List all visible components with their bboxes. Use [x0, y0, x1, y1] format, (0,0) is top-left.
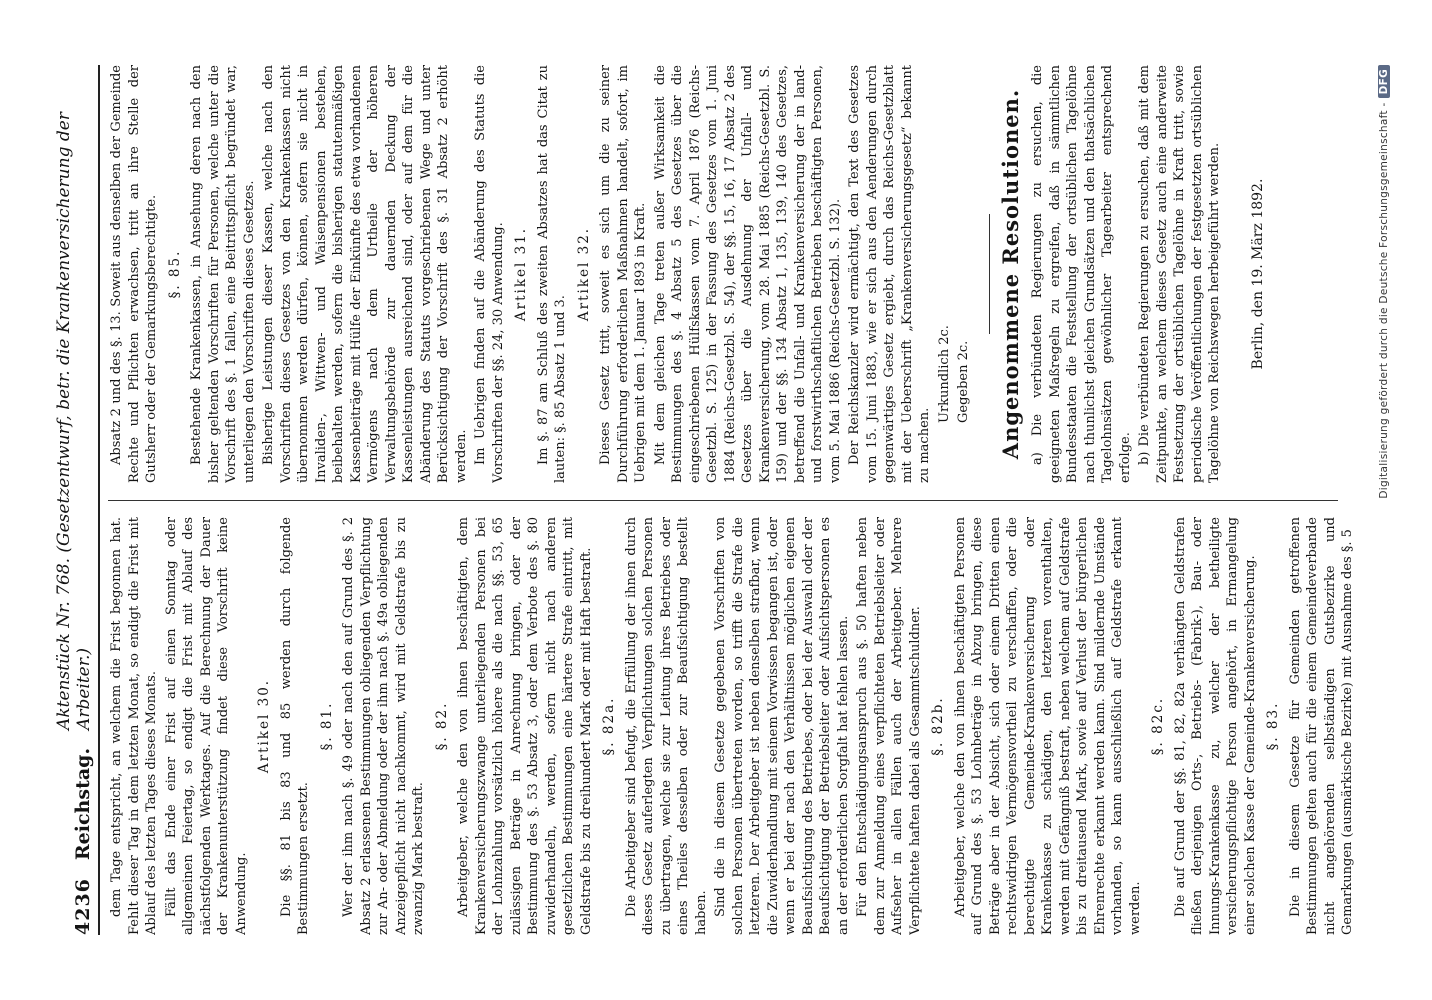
closing-formula: Gegeben 2c.	[956, 340, 971, 423]
section-heading: §. 82a.	[601, 696, 617, 756]
paragraph: Die §§. 81 bis 83 und 85 werden durch folgende Bestimmungen ersetzt.	[278, 517, 311, 935]
paragraph: Mit dem gleichen Tage treten außer Wirksamkeit die Bestimmungen des §. 4 Absatz 5 des Gesetzes über die eingeschriebenen Hülfskassen vom 7. April 1876 (Reichs-Gesetzbl. S. 125) in der Fassung des Gesetzes vom 1. Juni 1884 (Reichs-Gesetzbl. S. 54), der §§. 15, 16, 17 Absatz 2 des Gesetzes über die Ausdehnung der Unfall- und Krankenversicherung, vom 28. Mai 1885 (Reichs-Gesetzbl. S. 159) und der §§. 134 Absatz 1, 135, 139, 140 des Gesetzes, betreffend die Unfall- und Krankenversicherung der in land- und forstwirthschaftlichen Betrieben beschäftigten Personen, vom 5. Mai 1886 (Reichs-Gesetzbl. S. 132).	[652, 65, 843, 483]
paragraph: Die Arbeitgeber sind befugt, die Erfüllung der ihnen durch dieses Gesetz auferlegten Verpflichtungen solchen Personen zu übertragen, welche sie zur Leitung ihres Betriebes oder eines Theiles desselben oder zur Beaufsichtigung bestellt haben.	[623, 517, 709, 935]
section-heading: Artikel 32.	[575, 226, 592, 322]
credit-text: Digitalisierung gefördert durch die Deutsche Forschungsgemeinschaft -	[1378, 102, 1390, 499]
section-heading: §. 81.	[318, 701, 335, 751]
date-signoff: Berlin, den 19. März 1892.	[1249, 178, 1266, 370]
page-number: 4236	[72, 878, 94, 935]
paragraph: Sind die in diesem Gesetze gegebenen Vorschriften von solchen Personen übertreten worden, so trifft die Strafe die letzteren. Der Arbeitgeber ist neben denselben strafbar, wenn die Zuwiderhandlung mit seinem Vorwissen begangen ist, oder wenn er bei der nach den Verhältnissen möglichen eigenen Beaufsichtigung des Betriebes, oder bei der Auswahl oder der Beaufsichtigung der Betriebsleiter oder Aufsichtspersonen es an der erforderlichen Sorgfalt hat fehlen lassen.	[713, 517, 851, 935]
paragraph: Der Reichskanzler wird ermächtigt, den Text des Gesetzes vom 15. Juni 1883, wie er sich aus den Aenderungen durch gegenwärtiges Gesetz ergiebt, durch das Reichs-Gesetzblatt mit der Ueberschrift „Krankenversicherungsgesetz“ bekannt zu machen.	[847, 65, 932, 483]
paragraph: dem Tage entspricht, an welchem die Frist begonnen hat. Fehlt dieser Tag in dem letzten Monat, so endigt die Frist mit Ablauf des letzten Tages dieses Monats.	[109, 517, 159, 935]
paragraph: b) Die verbündeten Regierungen zu ersuchen, daß mit dem Zeitpunkte, an welchem dieses Gesetz auch eine anderweite Festsetzung der ortsüblichen Tagelöhne in Kraft tritt, sowie periodische Veröffentlichungen der festgesetzten ortsüblichen Tagelöhne von Reichswegen herbeigeführt werden.	[1137, 65, 1222, 483]
paragraph: Fällt das Ende einer Frist auf einen Sonntag oder allgemeinen Feiertag, so endigt die Frist mit Ablauf des nächstfolgenden Werktages. Auf die Berechnung der Dauer der Krankenunterstützung findet diese Vorschrift keine Anwendung.	[163, 517, 249, 935]
paragraph: Arbeitgeber, welche den von ihnen beschäftigten, dem Krankenversicherungszwange unterliegenden Personen bei der Lohnzahlung vorsätzlich höhere als die nach §§. 53, 65 zulässigen Beträge in Anrechnung bringen, oder der Bestimmung des §. 53 Absatz 3, oder dem Verbote des §. 80 zuwiderhandeln, werden, sofern nicht nach anderen gesetzlichen Bestimmungen eine härtere Strafe eintritt, mit Geldstrafe bis zu dreihundert Mark oder mit Haft bestraft.	[456, 517, 594, 935]
header-rule	[98, 65, 100, 935]
paragraph: Im §. 87 am Schluß des zweiten Absatzes hat das Citat zu lauten: §. 85 Absatz 1 und 3.	[535, 65, 568, 483]
paragraph: Dieses Gesetz tritt, soweit es sich um die zu seiner Durchführung erforderlichen Maßnahmen handelt, sofort, im Uebrigen mit dem 1. Januar 1893 in Kraft.	[598, 65, 648, 483]
paragraph: Bisherige Leistungen dieser Kassen, welche nach den Vorschriften dieses Gesetzes von den Krankenkassen nicht übernommen werden dürfen, können, sofern sie nicht in Invaliden-, Wittwen- und Waisenpensionen bestehen, beibehalten werden, sofern die bisherigen statutenmäßigen Kassenbeiträge mit Hülfe der Einkünfte des etwa vorhandenen Vermögens nach dem Urtheile der höheren Verwaltungsbehörde zur dauernden Deckung der Kassenleistungen ausreichend sind, oder auf dem für die Abänderung des Statuts vorgeschriebenen Wege und unter Berücksichtigung der Vorschrift des §. 31 Absatz 2 erhöht werden.	[261, 65, 469, 483]
paragraph: Für den Entschädigungsanspruch aus §. 50 haften neben dem zur Anmeldung eines verpflichteten Betriebsleiter oder Aufseher in allen Fällen auch der Arbeitgeber. Mehrere Verpflichtete haften dabei als Gesammtschuldner.	[855, 517, 923, 935]
paragraph: a) Die verbündeten Regierungen zu ersuchen, die geeigneten Maßregeln zu ergreifen, daß in sämmtlichen Bundesstaaten die Feststellung der ortsüblichen Tagelöhne nach thunlichst gleichen Grundsätzen und den thatsächlichen Tagelohnsätzen gewöhnlicher Tagearbeiter entsprechend erfolge.	[1030, 65, 1133, 483]
digitization-credit	[1378, 65, 1396, 935]
section-heading: Artikel 31.	[513, 226, 529, 322]
paragraph: Arbeitgeber, welche den von ihnen beschäftigten Personen auf Grund des §. 53 Lohnbeträge in Abzug bringen, diese Beträge aber in der Absicht, sich oder einem Dritten einen rechtswidrigen Vermögensvortheil zu verschaffen, oder die berechtigte Gemeinde-Krankenversicherung oder Krankenkasse zu schädigen, den letzteren vorenthalten, werden mit Gefängniß bestraft, neben welchem auf Geldstrafe bis zu dreitausend Mark, sowie auf Verlust der bürgerlichen Ehrenrechte erkannt werden kann. Sind mildernde Umstände vorhanden, so kann ausschließlich auf Geldstrafe erkannt werden.	[952, 517, 1143, 935]
paragraph: Absatz 2 und des §. 13. Soweit aus denselben der Gemeinde Rechte und Pflichten erwachsen, tritt an ihre Stelle der Gutsherr oder der Gemarkungsberechtigte.	[109, 65, 159, 483]
paragraph: Die auf Grund der §§. 81, 82, 82a verhängten Geldstrafen fließen derjenigen Orts-, Betriebs- (Fabrik-), Bau- oder Innungs-Krankenkasse zu, welcher der betheiligte versicherungspflichtige Person angehört, in Ermangelung einer solchen Kasse der Gemeinde-Krankenversicherung.	[1172, 517, 1258, 935]
section-heading: §. 83.	[1265, 701, 1281, 751]
document-title: Aktenstück Nr. 768. (Gesetzentwurf, betr. die Krankenversicherung der Arbeiter.)	[54, 112, 94, 730]
section-rule	[989, 214, 990, 334]
resolutions-heading: Angenommene Resolutionen.	[997, 88, 1023, 460]
right-text-column	[108, 65, 1368, 483]
paragraph: Bestehende Krankenkassen, in Ansehung deren nach den bisher geltenden Vorschriften für Personen, welche unter die Vorschrift des §. 1 fallen, eine Beitrittspflicht begründet war, unterliegen den Vorschriften dieses Gesetzes.	[189, 65, 257, 483]
institution-name: Reichstag.	[72, 747, 94, 861]
closing-formula: Urkundlich 2c.	[936, 325, 952, 423]
scanned-page	[26, 25, 1406, 975]
section-heading: Artikel 30.	[256, 678, 272, 774]
section-heading: §. 82c.	[1150, 696, 1166, 756]
section-heading: §. 85.	[166, 249, 183, 299]
section-heading: §. 82.	[433, 701, 450, 751]
paragraph: Wer der ihm nach §. 49 oder nach den auf Grund des §. 2 Absatz 2 erlassenen Bestimmungen obliegenden Verpflichtung zur An- oder Abmeldung oder der ihm nach §. 49a obliegenden Anzeigepflicht nicht nachkommt, wird mit Geldstrafe bis zu zwanzig Mark bestraft.	[341, 517, 426, 935]
paragraph: Die in diesem Gesetze für Gemeinden getroffenen Bestimmungen gelten auch für die einem Gemeindeverbande nicht angehörenden selbständigen Gutsbezirke und Gemarkungen (ausmärkische Bezirke) mit Ausnahme des §. 5	[1287, 517, 1355, 935]
left-text-column	[108, 517, 1368, 935]
column-divider	[108, 500, 1338, 501]
dfg-logo: DFG	[1378, 65, 1390, 98]
page-header	[54, 65, 94, 935]
section-heading: §. 82b.	[930, 696, 946, 756]
paragraph: Im Uebrigen finden auf die Abänderung des Statuts die Vorschriften der §§. 24, 30 Anwendung.	[473, 65, 506, 483]
